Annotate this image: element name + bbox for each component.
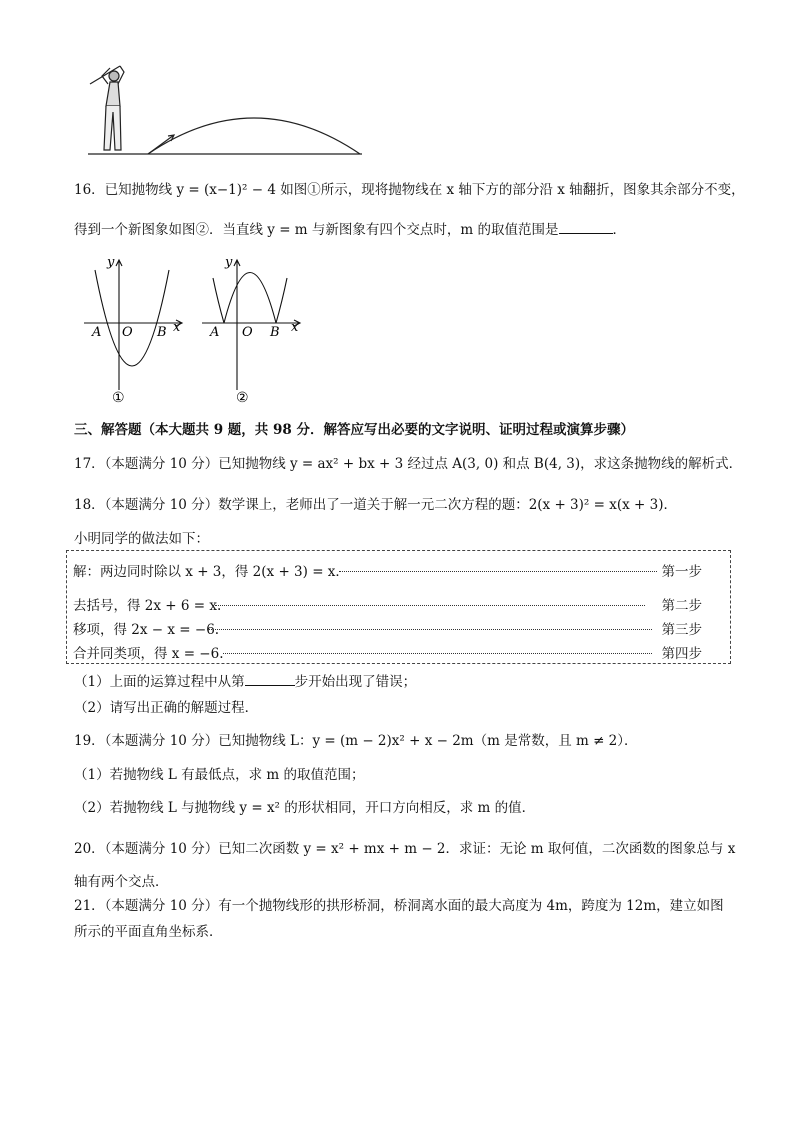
step-4-label: 第四步: [661, 646, 702, 662]
step-3-text: 移项，得 2x − x = −6.: [73, 622, 220, 638]
step-2-text: 去括号，得 2x + 6 = x.: [73, 598, 222, 614]
step-2-label: 第二步: [661, 598, 702, 614]
folded-arc: [224, 273, 276, 324]
step-1-label: 第一步: [661, 564, 702, 580]
q20-line1: 20．（本题满分 10 分）已知二次函数 y = x² + mx + m − 2．求证：无论 m 取何值，二次函数的图象总与 x: [74, 841, 736, 857]
figure-2-caption: ②: [236, 390, 249, 404]
q19-stem: 19．（本题满分 10 分）已知抛物线 L：y = (m − 2)x² + x − 2m（m 是常数，且 m ≠ 2）．: [74, 733, 638, 749]
x-label: x: [173, 320, 181, 335]
point-b-label: B: [157, 325, 167, 340]
step-answer-blank[interactable]: [245, 673, 295, 686]
q18-intro: 小明同学的做法如下：: [74, 531, 209, 547]
golfer-figure: [84, 62, 374, 160]
step-4-text: 合并同类项，得 x = −6.: [73, 646, 224, 662]
step-1-text: 解：两边同时除以 x + 3，得 2(x + 3) = x．: [73, 564, 349, 580]
q21-line1: 21．（本题满分 10 分）有一个抛物线形的拱形桥洞，桥洞离水面的最大高度为 4m，跨度为 12m，建立如图: [74, 898, 724, 914]
parabola-curve: [95, 270, 169, 366]
y-label: y: [225, 255, 233, 270]
y-label: y: [107, 255, 115, 270]
point-b-label: B: [270, 325, 280, 340]
q19-sub1: （1）若抛物线 L 有最低点，求 m 的取值范围；: [74, 767, 365, 783]
q17: 17．（本题满分 10 分）已知抛物线 y = ax² + bx + 3 经过点 A(3, 0) 和点 B(4, 3)，求这条抛物线的解析式．: [74, 456, 743, 472]
ball-trajectory: [148, 118, 360, 154]
q18-sub2: （2）请写出正确的解题过程．: [74, 700, 259, 716]
q21-line2: 所示的平面直角坐标系．: [74, 924, 223, 940]
q19-sub2: （2）若抛物线 L 与抛物线 y = x² 的形状相同，开口方向相反，求 m 的值．: [74, 800, 536, 816]
origin-label: O: [242, 325, 253, 340]
figure-2-folded-parabola: [198, 252, 308, 404]
origin-label: O: [122, 325, 133, 340]
point-a-label: A: [210, 325, 220, 340]
point-a-label: A: [92, 325, 102, 340]
q16-line1: 16．已知抛物线 y = (x−1)² − 4 如图①所示，现将抛物线在 x 轴下方的部分沿 x 轴翻折，图象其余部分不变，: [74, 182, 745, 198]
solution-box: [66, 550, 731, 664]
answer-blank[interactable]: [559, 221, 613, 234]
q20-line2: 轴有两个交点．: [74, 874, 169, 890]
q16-line2: 得到一个新图象如图②．当直线 y = m 与新图象有四个交点时，m 的取值范围是 ．: [74, 222, 626, 238]
q18-stem: 18．（本题满分 10 分）数学课上，老师出了一道关于解一元二次方程的题：2(x + 3)² = x(x + 3)．: [74, 497, 677, 513]
figure-1-caption: ①: [112, 390, 125, 404]
q18-sub1: （1）上面的运算过程中从第 步开始出现了错误；: [74, 674, 417, 690]
figure-1-parabola: [80, 252, 190, 404]
step-3-label: 第三步: [661, 622, 702, 638]
section-3-heading: 三、解答题（本大题共 9 题，共 98 分．解答应写出必要的文字说明、证明过程或演算步骤）: [74, 422, 634, 438]
x-label: x: [291, 320, 299, 335]
